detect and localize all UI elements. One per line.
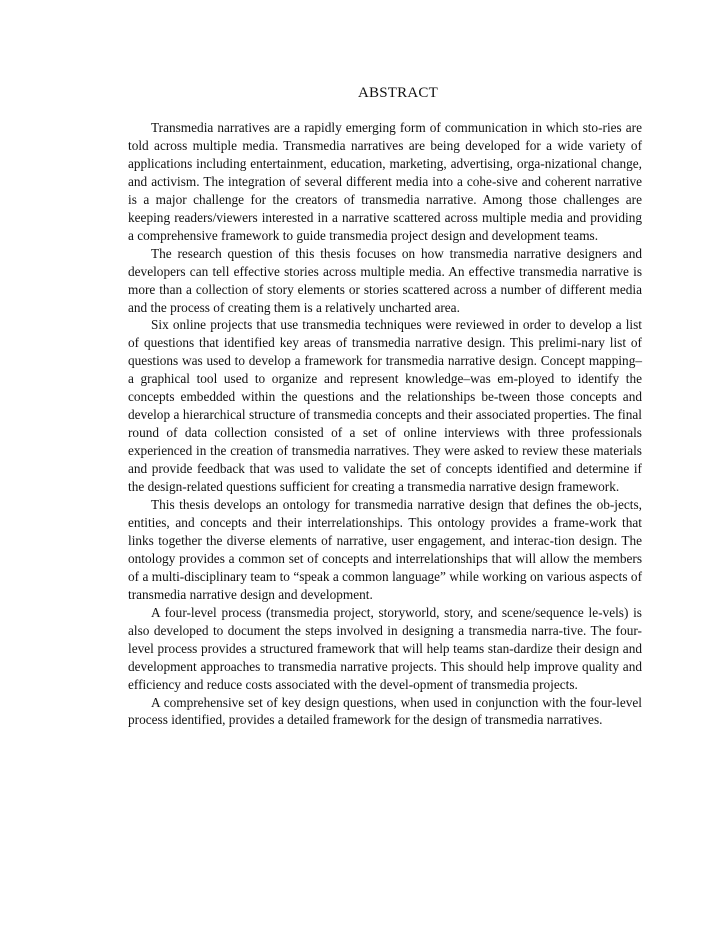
paragraph-4: This thesis develops an ontology for transmedia narrative design that defines the ob-jects, entities, and concepts and their interrelationships. This ontology provides a frame-work that links together the diverse elements of narrative, user engagement, and interac-tion design. The ontology provides a common set of concepts and interrelationships that will allow the members of a multi-disciplinary team to “speak a common language” while working on various aspects of transmedia narrative design and development. bbox=[128, 497, 642, 602]
paragraph-2: The research question of this thesis focuses on how transmedia narrative designers and developers can tell effective stories across multiple media. An effective transmedia narrative is more than a collection of story elements or stories scattered across a number of different media and the process of creating them is a relatively uncharted area. bbox=[128, 245, 642, 315]
paragraph-3: Six online projects that use transmedia techniques were reviewed in order to develop a list of questions that identified key areas of transmedia narrative design. This prelimi-nary list of questions was used to develop a framework for transmedia narrative design. Concept mapping–a graphical tool used to organize and represent knowledge–was em-ployed to identify the concepts embedded within the questions and the relationships be-tween those concepts and develop a hierarchical structure of transmedia concepts and their associated properties. The final round of data collection consisted of a set of online interviews with three professionals experienced in the creation of transmedia narratives. They were asked to review these materials and provide feedback that was used to validate the set of concepts identified and determine if the design-related questions sufficient for creating a transmedia narrative design framework. bbox=[128, 317, 642, 495]
paragraph-5: A four-level process (transmedia project, storyworld, story, and scene/sequence le-vels) is also developed to document the steps involved in designing a transmedia narra-tive. The four-level process provides a structured framework that will help teams stan-dardize their design and development approaches to transmedia narrative projects. This should help improve quality and efficiency and reduce costs associated with the devel-opment of transmedia projects. bbox=[128, 604, 642, 692]
paragraph-1: Transmedia narratives are a rapidly emerging form of communication in which sto-ries are told across multiple media. Transmedia narratives are being developed for a wide variety of applications including entertainment, education, marketing, advertising, orga-nizational change, and activism. The integration of several different media into a cohe-sive and coherent narrative is a major challenge for the creators of transmedia narrative. Among those challenges are keeping readers/viewers interested in a narrative scattered across multiple media and providing a comprehensive framework to guide transmedia project design and development teams. bbox=[128, 120, 642, 243]
abstract-body bbox=[128, 119, 642, 729]
paragraph-6: A comprehensive set of key design questions, when used in conjunction with the four-level process identified, provides a detailed framework for the design of transmedia narratives. bbox=[128, 694, 642, 728]
page-title: ABSTRACT bbox=[358, 85, 438, 101]
